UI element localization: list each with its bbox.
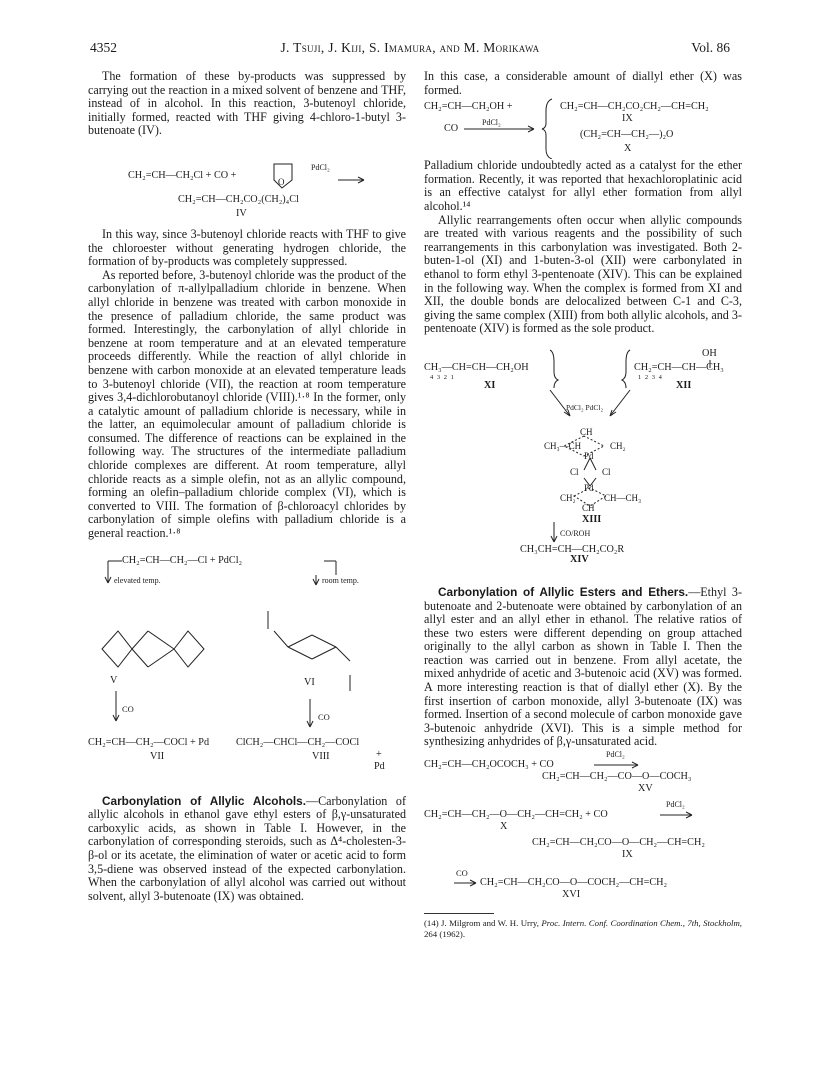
ix-label: IX (622, 113, 633, 125)
paragraph: Palladium chloride undoubtedly acted as a catalyst for the ether formation. Recently, it was reported that hexachloroplatinic acid is an effective catalyst for allyl ether formation from allyl alcohol.¹⁴ (424, 158, 742, 213)
paragraph (424, 586, 742, 749)
left-column (88, 70, 406, 903)
catalyst-label: PdCl₂ (311, 162, 330, 172)
complex-ch: CH (580, 426, 593, 437)
complex-pd-top: Pd (584, 450, 594, 461)
reactant: CH₂=CH—CH₂—O—CH₂—CH=CH₂ + CO (424, 809, 608, 821)
catalyst-label: PdCl₂ (666, 800, 685, 810)
xi-label: XI (484, 379, 496, 391)
elevated-temp-label: elevated temp. (114, 575, 161, 585)
x-label: X (500, 821, 508, 833)
product: CH₂=CH—CH₂CO₂(CH₂)₄Cl (178, 193, 299, 205)
x-label: X (624, 143, 632, 155)
complex-ch2-lower: CH₂ (560, 492, 576, 503)
paragraph: In this case, a considerable amount of diallyl ether (X) was formed. (424, 69, 742, 97)
allyl-alcohol-reaction (424, 97, 742, 159)
product-xiv: CH₃CH=CH—CH₂CO₂R (520, 543, 625, 555)
co-label: CO (444, 123, 459, 135)
author-line: J. Tsuji, J. Kiji, S. Imamura, and M. Morikawa (280, 40, 540, 55)
complex-cl-left: Cl (570, 466, 579, 477)
compound-label: IV (236, 207, 247, 219)
section-heading: Carbonylation of Allylic Esters and Ethers. (438, 584, 689, 599)
co-label-left: CO (122, 703, 134, 714)
room-temp-label: room temp. (322, 575, 359, 585)
product-ix: CH₂=CH—CH₂CO—O—CH₂—CH=CH₂ (532, 837, 705, 849)
footnote: (14) J. Milgrom and W. H. Urry, Proc. Intern. Conf. Coordination Chem., 7th, Stockholm, 264 (1962). (424, 918, 742, 940)
complex-cl-right: Cl (602, 466, 611, 477)
volume-label: Vol. 86 (691, 40, 730, 55)
footnote-rule (424, 913, 494, 914)
catalyst-label: PdCl₂ (482, 118, 501, 128)
reactant: CH₂=CH—CH₂OH + (424, 101, 513, 113)
compound-xii: CH₂=CH—CH—CH₃ (634, 361, 724, 373)
complex-v-label: V (110, 674, 118, 686)
xiv-label: XIV (570, 553, 589, 565)
xiii-label: XIII (582, 513, 602, 525)
compound-xi: CH₃—CH=CH—CH₂OH (424, 361, 529, 373)
paragraph: In this way, since 3-butenoyl chloride reacts with THF to give the chloroester without generating hydrogen chloride, the formation of by-products was completely suppressed. (88, 226, 406, 269)
xvi-label: XVI (562, 889, 581, 901)
paragraph (88, 795, 406, 904)
complex-ch2: CH₂ (610, 440, 626, 451)
right-column (424, 70, 742, 940)
thf-reaction (88, 138, 406, 224)
reactants: CH₂=CH—CH₂Cl + CO + (128, 169, 237, 181)
product-xv: CH₂=CH—CH₂—CO—O—COCH₃ (542, 771, 692, 783)
rearrangement-scheme (424, 346, 742, 566)
plus-sign: + (376, 748, 382, 760)
complex-ch-lower: CH (582, 502, 595, 513)
complex-vi-label: VI (304, 676, 315, 688)
section-text: —Ethyl 3-butenoate and 2-butenoate were obtained by carbonylation of an allyl ester and an allyl ether in ethanol. The relative ratios of these two esters were different depending on group attached originally to the allyl carbon as shown in Table I. Then the reaction was carried out in benzene. From allyl acetate, the mixed anhydride of acetic and 3-butenoic acid (XV) was formed. A more interesting reaction is that of diallyl ether (X). By the first insertion of carbon monoxide, allyl 3-butenoate (IX) was formed. Insertion of a second molecule of carbon monoxide gave 3-butenoic anhydride (XVI). This is a simple method for synthesizing anhydrides of β,γ-unsaturated acid. (424, 584, 742, 749)
page-number: 4352 (90, 40, 117, 55)
allyl-acetate-reaction (424, 750, 742, 795)
reactant: CH₂=CH—CH₂OCOCH₃ + CO (424, 759, 554, 771)
xv-label: XV (638, 783, 653, 795)
co-label-right: CO (318, 711, 330, 722)
co-label: CO (456, 868, 468, 879)
ix-label: IX (622, 849, 633, 861)
product-x: (CH₂=CH—CH₂—)₂O (580, 129, 674, 141)
pd-product: Pd (374, 760, 385, 772)
complex-ch-ch3: CH—CH₃ (604, 492, 642, 503)
diallyl-ether-reaction (424, 800, 742, 901)
complex-ch3: CH₃—CH (544, 440, 582, 451)
paragraph: As reported before, 3-butenoyl chloride was the product of the carbonylation of π-allylpalladium chloride in benzene. When allyl chloride in benzene was treated with carbon monoxide in the presence of palladium chloride, the same product was formed. Interestingly, the carbonylation of allyl chloride in benzene at room temperature and at an elevated temperature proceeds differently. While the reaction of allyl chloride in benzene with carbon monoxide at an elevated temperature leads to 3-butenoyl chloride (VII), the reaction at room temperature gives 3,4-dichlorobutanoyl chloride (VIII).¹·⁸ In the former, only a catalytic amount of palladium chloride is necessary, while in the latter, an equimolecular amount of palladium chloride is consumed. The difference of reactions can be explained in the following way. The structures of the intermediate palladium chloride complexes are different. At room temperature, allyl chloride reacts as a simple olefin, not as an allylic compound, forming an olefin–palladium chloride complex (VI), which is converted to VIII. The formation of β-chloroacyl chlorides by carbonylation of simple olefins with palladium chloride is a general reaction.¹·⁸ (88, 267, 406, 541)
product-vii: CH₂=CH—CH₂—COCl + Pd (88, 736, 210, 748)
pdcl2-labels: PdCl₂ PdCl₂ (566, 402, 604, 412)
viii-label: VIII (312, 750, 330, 762)
paragraph: Allylic rearrangements often occur when allylic compounds are treated with various reagents and the possibility of such rearrangements in this carbonylation was investigated. Both 2-buten-1-ol (XI) and 1-buten-3-ol (XII) were carbonylated in ethanol to form ethyl 3-pentenoate (XIV). This can be explained in the following way. When the complex is formed from XI and XII, the double bonds are delocalized between C-1 and C-3, giving the same complex (XIII) from both allylic alcohols, and 3-pentenoate (XIV) is formed as the sole product. (424, 212, 742, 336)
xii-label: XII (676, 379, 692, 391)
catalyst-label: PdCl₂ (606, 750, 625, 760)
hydroxyl: OH (702, 347, 717, 359)
product-ix: CH₂=CH—CH₂CO₂CH₂—CH=CH₂ (560, 101, 709, 113)
section-text: —Carbonylation of allylic alcohols in ethanol gave ethyl esters of β,γ-unsaturated carboxylic acids, as shown in Table I. However, in the carbonylation of corresponding steroids, such as Δ⁴-cholesten-3-β-ol or its acetate, the elimination of water or acetic acid to form 3,5-diene was observed instead of the expected carbonylation. When the carbonylation of allyl alcohol was carried out without solvent, allyl 3-butenoate (IX) was obtained. (88, 793, 406, 903)
xii-carbon-numbers: 1 2 3 4 (638, 373, 663, 381)
vii-label: VII (150, 750, 165, 762)
paragraph: The formation of these by-products was suppressed by carrying out the reaction in a mixed solvent of benzene and THF, instead of in alcohol. In this reaction, 3-butenoyl chloride, initially formed, reacted with THF giving 4-chloro-1-butyl 3-butenoate (IV). (88, 69, 406, 138)
complex-pd-bottom: Pd (584, 482, 594, 493)
running-header (90, 40, 730, 58)
product-xvi: CH₂=CH—CH₂CO—O—COCH₂—CH=CH₂ (480, 877, 668, 889)
product-viii: ClCH₂—CHCl—CH₂—COCl (236, 736, 360, 748)
co-roh-label: CO/ROH (560, 528, 591, 538)
xi-carbon-numbers: 4 3 2 1 (430, 373, 455, 381)
scheme-reactant: CH₂=CH—CH₂—Cl + PdCl₂ (122, 554, 243, 566)
section-heading: Carbonylation of Allylic Alcohols. (102, 793, 307, 808)
ring-oxygen: O (278, 176, 285, 187)
allyl-chloride-scheme (88, 551, 406, 787)
